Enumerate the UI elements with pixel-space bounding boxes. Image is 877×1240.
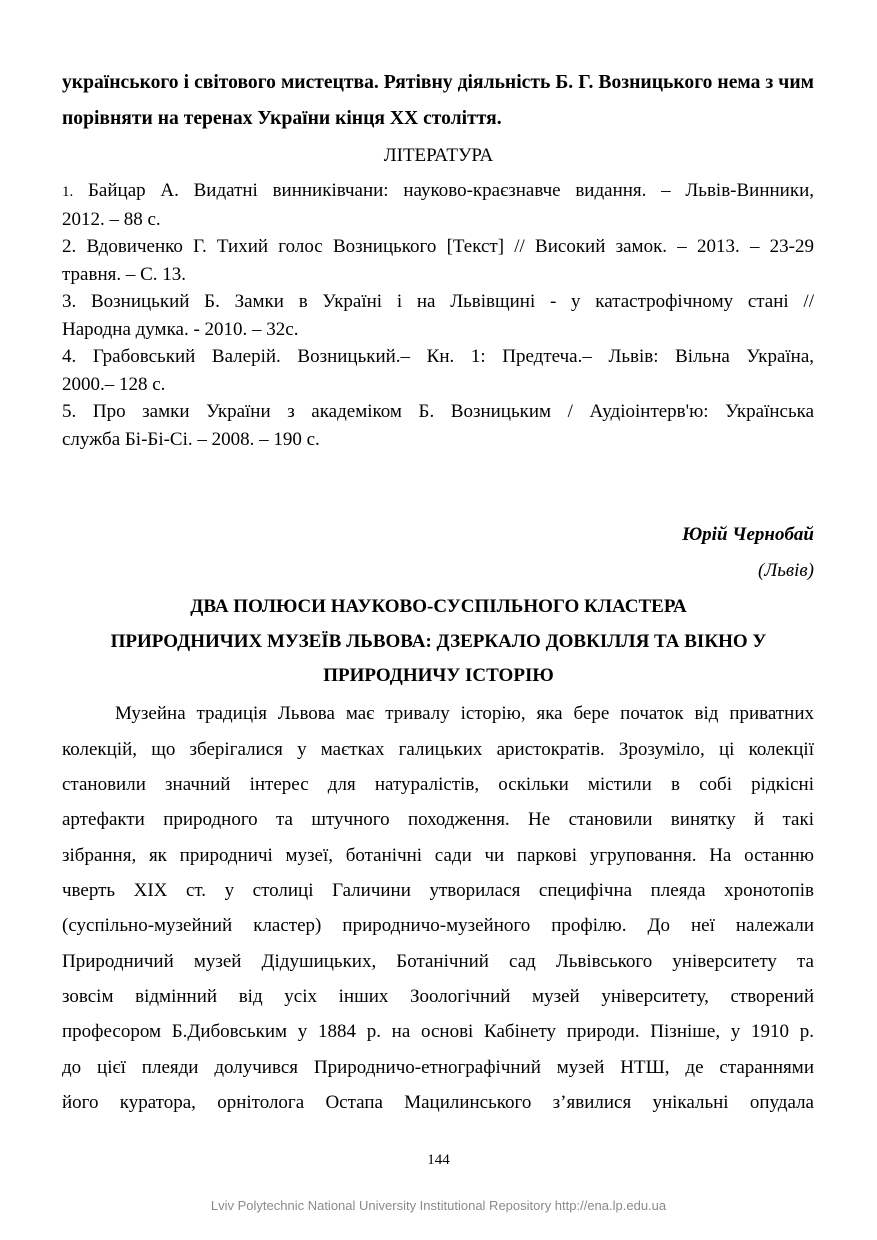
reference-line (62, 288, 814, 316)
repository-footer: Lviv Polytechnic National University Institutional Repository http://ena.lp.edu.ua (210, 1198, 667, 1213)
reference-line: служба Бі-Бі-Сі. – 2008. – 190 с. (62, 429, 320, 450)
reference-number: 3. (62, 291, 77, 312)
reference-line: травня. – С. 13. (62, 264, 187, 285)
intro-line-1: українського і світового мистецтва. Рятівну діяльність Б. Г. Возницького нема з чим (62, 72, 814, 93)
reference-text: Байцар А. Видатні винниківчани: науково-краєзнавче видання. – Львів-Винники, (88, 180, 814, 201)
reference-text: Грабовський Валерій. Возницький.– Кн. 1: Предтеча.– Львів: Вільна Україна, (92, 346, 815, 367)
reference-number: 5. (62, 401, 77, 422)
reference-line: 2012. – 88 с. (62, 209, 161, 230)
reference-number: 1. (62, 184, 74, 200)
reference-text: Про замки України з академіком Б. Возницьким / Аудіоінтерв'ю: Українська (92, 401, 814, 422)
body-line: до цієї плеяди долучився Природничо-етнографічний музей НТШ, де стараннями (62, 1057, 814, 1078)
article-title-line: ПРИРОДНИЧУ ІСТОРІЮ (323, 665, 554, 686)
body-line: колекцій, що зберігалися у маєтках галицьких аристократів. Зрозуміло, ці колекції (62, 739, 814, 760)
reference-line (62, 398, 814, 426)
reference-item (62, 288, 814, 344)
author-city: (Львів) (758, 560, 814, 581)
reference-line: Народна думка. - 2010. – 32с. (62, 319, 299, 340)
body-line: зовсім відмінний від усіх інших Зоологічний музей університету, створений (62, 986, 814, 1007)
body-line: артефакти природного та штучного походження. Не становили винятку й такі (62, 809, 814, 830)
literature-heading: ЛІТЕРАТУРА (383, 145, 494, 166)
body-line: (суспільно-музейний кластер) природничо-музейного профілю. До неї належали (62, 915, 814, 936)
body-line: зібрання, як природничі музеї, ботанічні сади чи паркові угруповання. На останню (62, 845, 814, 866)
body-line: чверть XIX ст. у столиці Галичини утворилася специфічна плеяда хронотопів (62, 880, 814, 901)
body-line: Природничий музей Дідушицьких, Ботанічний сад Львівського університету та (62, 951, 814, 972)
reference-item (62, 233, 814, 289)
reference-line (62, 343, 814, 371)
page-number: 144 (427, 1152, 450, 1168)
body-line: Музейна традиція Львова має тривалу історію, яка бере початок від приватних (115, 703, 814, 724)
author-name: Юрій Чернобай (682, 524, 814, 545)
reference-line (62, 233, 814, 261)
reference-line (62, 177, 814, 206)
body-line: його куратора, орнітолога Остапа Мацилинського з’явилися унікальні опудала (62, 1092, 814, 1113)
article-title-line: ДВА ПОЛЮСИ НАУКОВО-СУСПІЛЬНОГО КЛАСТЕРА (190, 596, 687, 617)
body-line: професором Б.Дибовським у 1884 р. на основі Кабінету природи. Пізніше, у 1910 р. (62, 1021, 814, 1042)
intro-line-2: порівняти на теренах України кінця XX століття. (62, 108, 502, 129)
reference-number: 4. (62, 346, 77, 367)
reference-item (62, 177, 814, 234)
reference-number: 2. (62, 236, 77, 257)
reference-text: Возницький Б. Замки в Україні і на Львівщині - у катастрофічному стані // (91, 291, 814, 312)
reference-item (62, 343, 814, 399)
reference-item (62, 398, 814, 454)
reference-line: 2000.– 128 с. (62, 374, 166, 395)
reference-text: Вдовиченко Г. Тихий голос Возницького [Текст] // Високий замок. – 2013. – 23-29 (86, 236, 814, 257)
body-line: становили значний інтерес для натуралістів, оскільки містили в собі рідкісні (62, 774, 814, 795)
article-title-line: ПРИРОДНИЧИХ МУЗЕЇВ ЛЬВОВА: ДЗЕРКАЛО ДОВКІЛЛЯ ТА ВІКНО У (110, 631, 767, 652)
